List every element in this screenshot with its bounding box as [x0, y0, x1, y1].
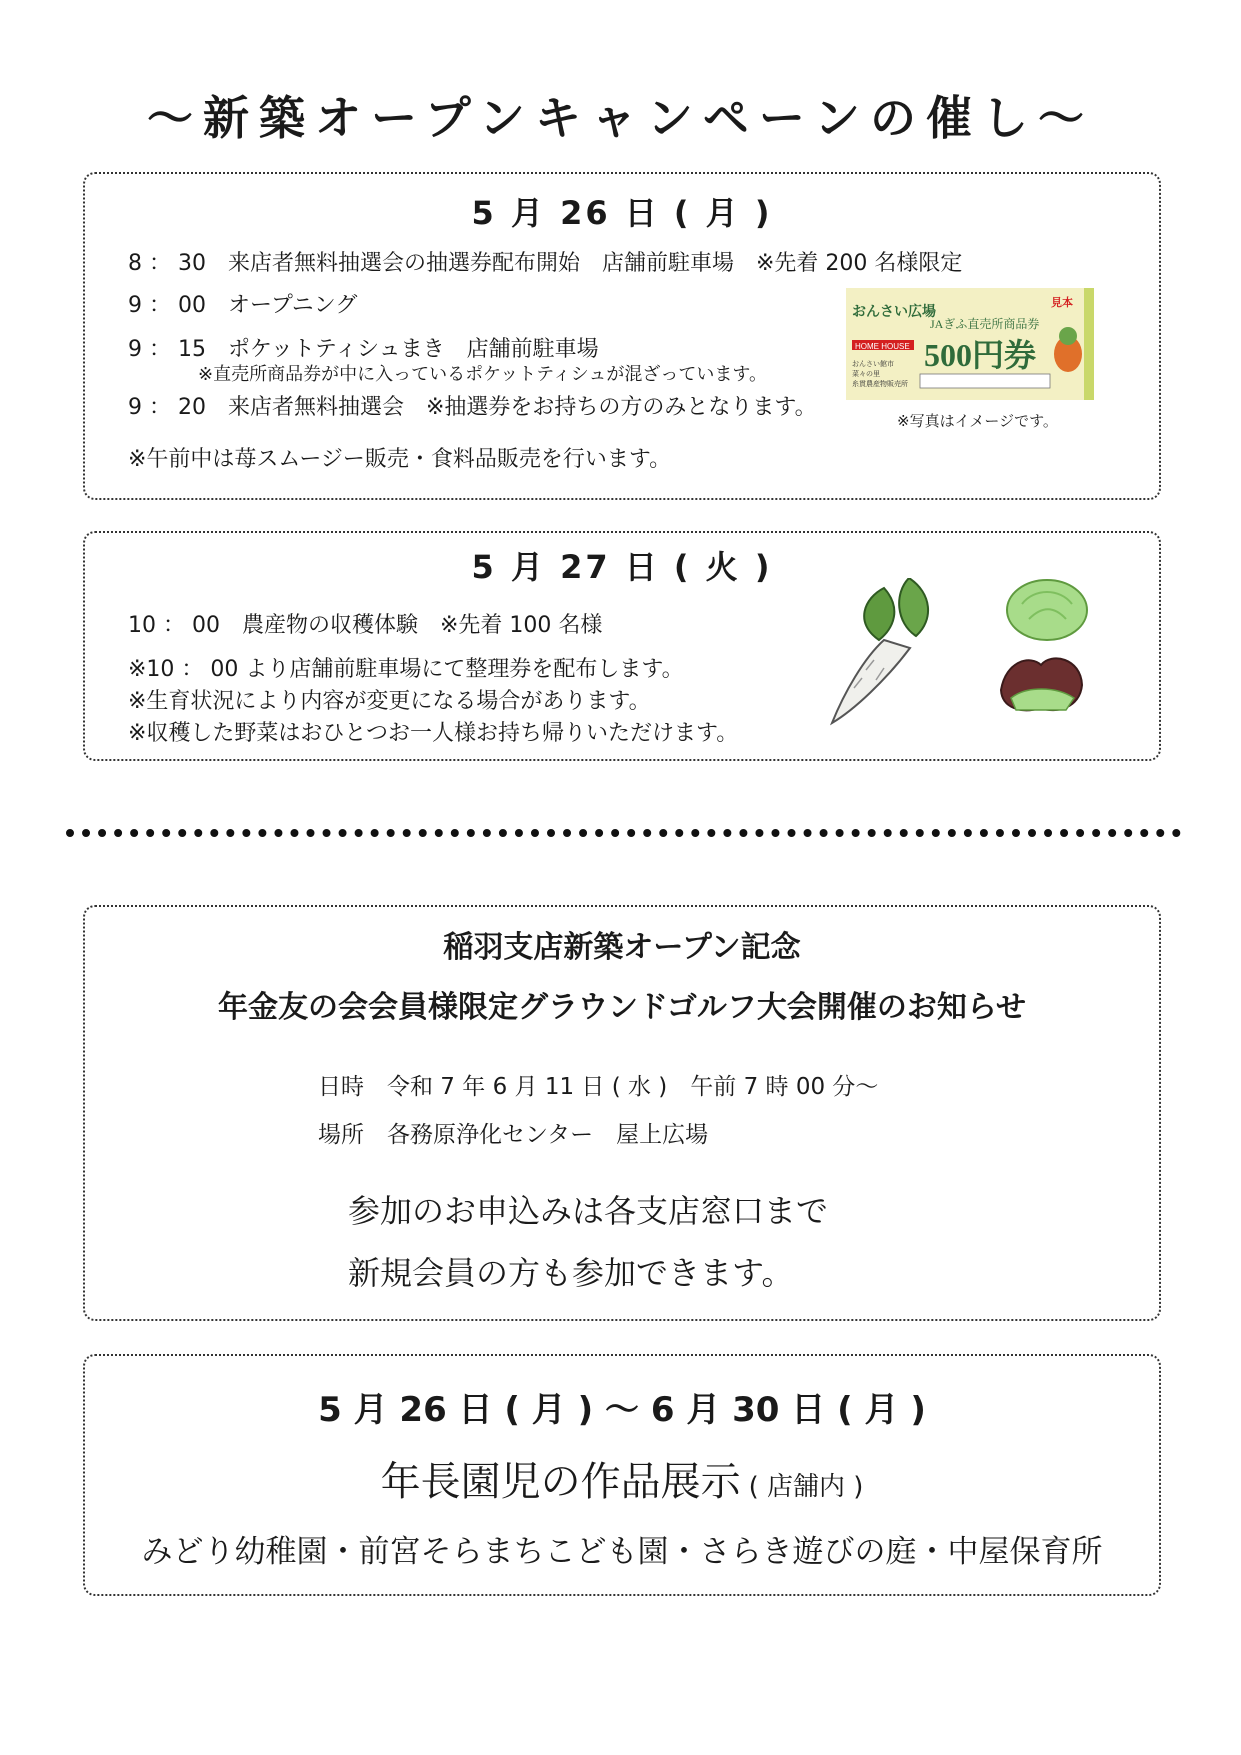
day1-item-0830: 8 ： 30 来店者無料抽選会の抽選券配布開始 店舗前駐車場 ※先着 200 名様限定: [128, 251, 963, 276]
exhibit-location: ( 店舗内 ): [748, 1472, 864, 1502]
section-divider: [66, 829, 1181, 837]
day1-item-morning-note: ※午前中は苺スムージー販売・食料品販売を行います。: [128, 447, 672, 472]
daikon-illustration: [824, 578, 964, 728]
golf-place: 場所 各務原浄化センター 屋上広場: [318, 1122, 709, 1148]
svg-text:糸貫農産物販売所: 糸貫農産物販売所: [852, 381, 908, 388]
voucher-shop-logo: おんさい広場: [852, 305, 936, 320]
svg-text:HOME HOUSE: HOME HOUSE: [855, 342, 910, 351]
day1-item-0900: 9 ： 00 オープニング: [128, 293, 358, 318]
exhibit-title-row: [83, 1450, 1161, 1507]
golf-title-line1: 稲羽支店新築オープン記念: [443, 930, 801, 965]
day2-item-1000: 10 ： 00 農産物の収穫体験 ※先着 100 名様: [128, 613, 603, 638]
voucher-image: [846, 288, 1094, 400]
day2-heading: 5 月 27 日 ( 火 ): [471, 548, 773, 586]
day2-note-growth: ※生育状況により内容が変更になる場合があります。: [128, 689, 651, 714]
lettuce-illustration: [1004, 574, 1090, 644]
exhibit-title: 年長園児の作品展示: [380, 1459, 741, 1505]
exhibit-period: 5 月 26 日 ( 月 ) ～ 6 月 30 日 ( 月 ): [318, 1390, 926, 1430]
photo-note: ※写真はイメージです。: [897, 412, 1058, 430]
golf-title-line2: 年金友の会会員様限定グラウンドゴルフ大会開催のお知らせ: [218, 990, 1026, 1025]
day1-item-0920: 9 ： 20 来店者無料抽選会 ※抽選券をお持ちの方のみとなります。: [128, 395, 817, 420]
voucher-name: JAぎふ直売所商品券: [930, 317, 1040, 331]
page-title: ～新築オープンキャンペーンの催し～: [147, 91, 1094, 145]
day1-item-0915-note: ※直売所商品券が中に入っているポケットティシュが混ざっています。: [198, 364, 767, 385]
svg-text:おんさい館市: おんさい館市: [852, 361, 894, 368]
day2-note-takehome: ※収穫した野菜はおひとつお一人様お持ち帰りいただけます。: [128, 721, 739, 746]
svg-text:菜々の里: 菜々の里: [852, 371, 880, 378]
golf-datetime: 日時 令和 7 年 6 月 11 日 ( 水 ) 午前 7 時 00 分～: [318, 1074, 879, 1100]
day1-item-0915: 9 ： 15 ポケットティシュまき 店舗前駐車場: [128, 337, 599, 362]
voucher-sample-mark: 見本: [1051, 297, 1073, 309]
golf-new-members-note: 新規会員の方も参加できます。: [348, 1254, 794, 1292]
voucher-amount: 500円券: [924, 337, 1037, 373]
day2-note-ticket: ※10 ： 00 より店舗前駐車場にて整理券を配布します。: [128, 657, 684, 682]
day1-heading: 5 月 26 日 ( 月 ): [471, 194, 773, 232]
exhibit-schools: みどり幼稚園・前宮そらまちこども園・さらき遊びの庭・中屋保育所: [141, 1534, 1103, 1570]
golf-apply-note: 参加のお申込みは各支店窓口まで: [348, 1192, 829, 1230]
red-lettuce-illustration: [996, 650, 1086, 716]
